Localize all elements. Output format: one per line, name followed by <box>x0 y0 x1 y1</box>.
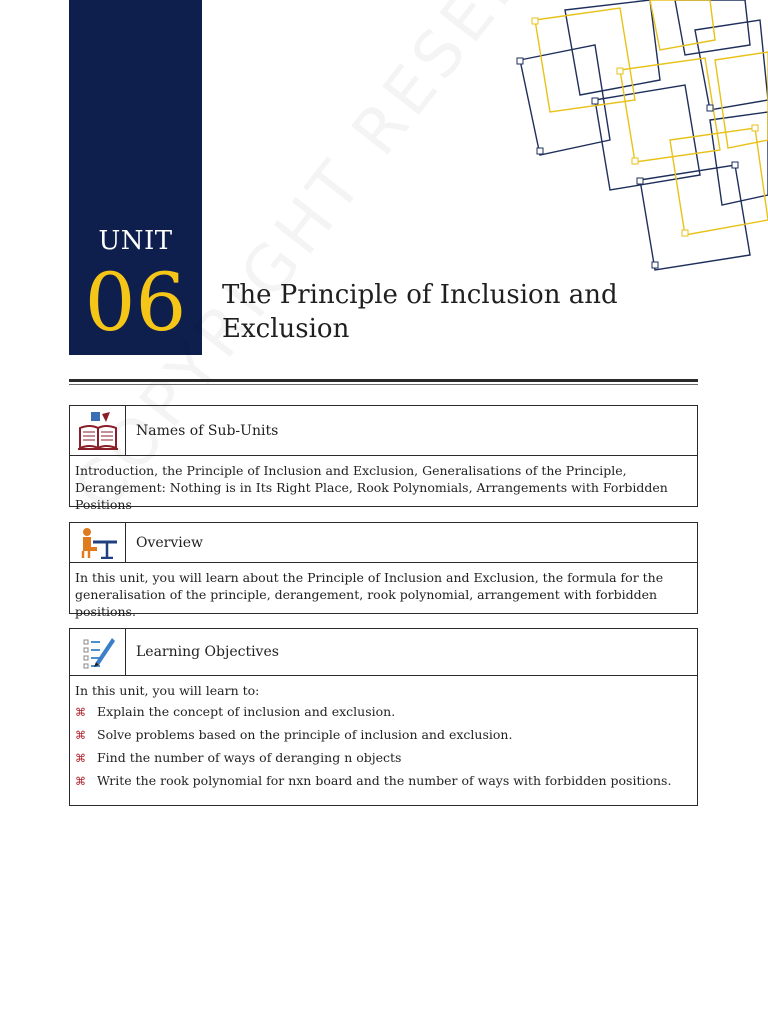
subunits-header <box>70 406 697 456</box>
bullet-icon: ⌘ <box>75 729 86 742</box>
subunits-heading: Names of Sub-Units <box>136 422 279 439</box>
overview-box <box>69 522 698 619</box>
book-icon <box>70 406 126 455</box>
bullet-icon: ⌘ <box>75 706 86 719</box>
overview-heading: Overview <box>136 534 204 551</box>
objectives-box <box>69 628 698 806</box>
bullet-icon: ⌘ <box>75 752 86 765</box>
list-item: ⌘ Solve problems based on the principle of inclusion and exclusion. <box>75 727 513 742</box>
objectives-heading: Learning Objectives <box>136 644 279 660</box>
checklist-icon <box>70 629 126 675</box>
list-item: ⌘ Explain the concept of inclusion and exclusion. <box>75 704 396 719</box>
divider-thin <box>69 384 698 385</box>
unit-number: 06 <box>84 256 187 349</box>
divider-thick <box>69 379 698 382</box>
list-item: ⌘ Write the rook polynomial for nxn board and the number of ways with forbidden positions. <box>75 773 672 788</box>
subunits-box <box>69 405 698 512</box>
overview-header <box>70 523 697 563</box>
decorative-squares-graphic <box>500 0 768 280</box>
objectives-header <box>70 629 697 676</box>
desk-person-icon <box>70 523 126 562</box>
bullet-icon: ⌘ <box>75 775 86 788</box>
objectives-list <box>75 703 692 795</box>
objectives-body <box>70 676 697 805</box>
unit-block <box>69 0 202 355</box>
unit-title: The Principle of Inclusion and Exclusion <box>222 280 618 344</box>
list-item: ⌘ Find the number of ways of deranging n objects <box>75 750 402 765</box>
subunits-body: Introduction, the Principle of Inclusion and Exclusion, Generalisations of the Principle, Derangement: Nothing is in Its Right Place, Rook Polynomials, Arrangements with Forbidden Positions <box>75 463 668 512</box>
objectives-intro: In this unit, you will learn to: <box>75 683 260 698</box>
overview-body: In this unit, you will learn about the Principle of Inclusion and Exclusion, the formula for the generalisation of the principle, derangement, rook polynomial, arrangement with forbidden positions. <box>75 570 664 619</box>
unit-label: UNIT <box>98 226 173 256</box>
